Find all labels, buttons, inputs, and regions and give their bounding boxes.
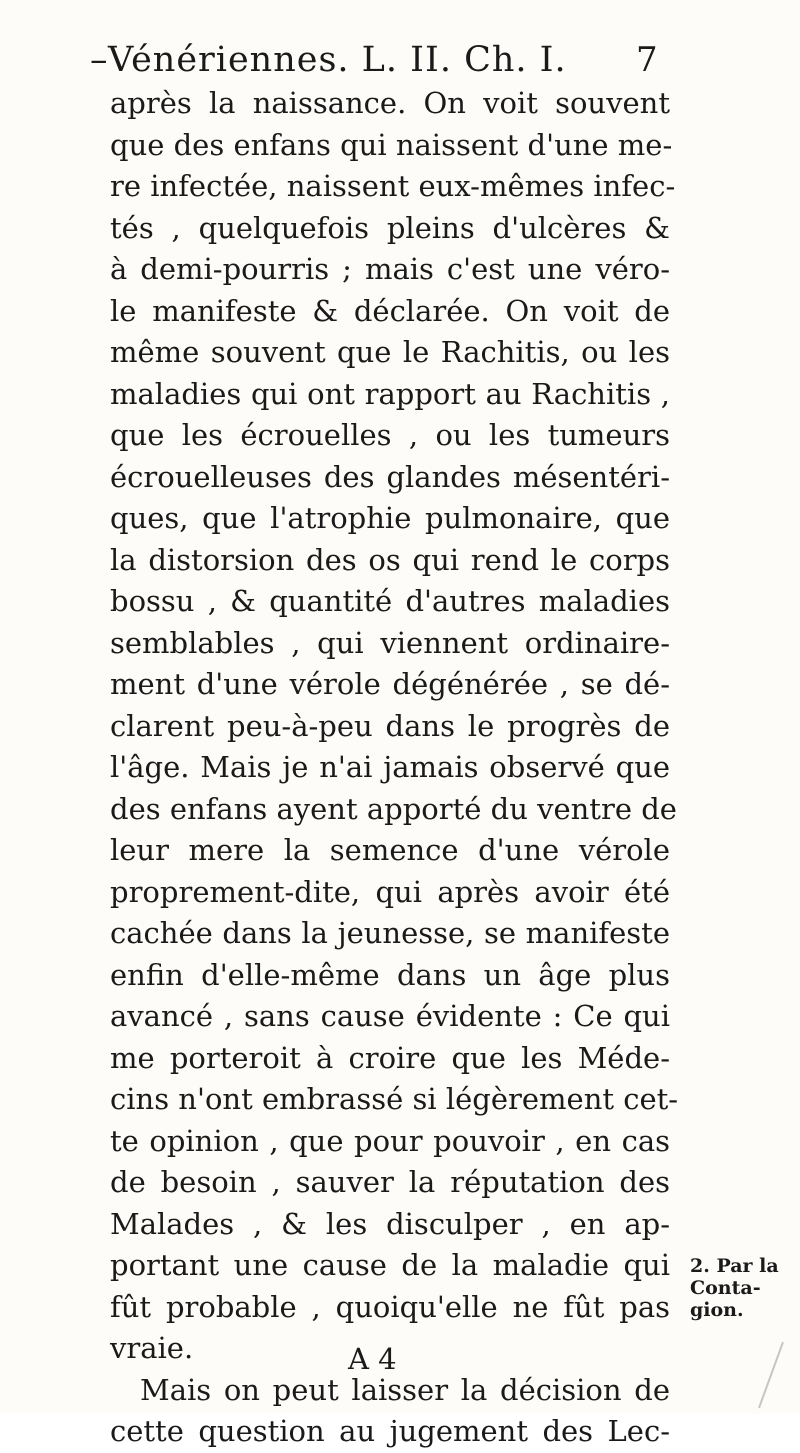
text-line: re infectée, naissent eux-mêmes infec- <box>110 169 676 203</box>
text-line: la distorsion des os qui rend le corps <box>110 542 670 577</box>
text-line: ment d'une vérole dégénérée , se dé- <box>110 667 670 701</box>
text-line: vraie. <box>110 1331 194 1365</box>
margin-note-line: gion. <box>690 1299 744 1321</box>
text-line: de besoin , sauver la réputation des <box>110 1165 670 1199</box>
text-line: le manifeste & déclarée. On voit de <box>110 293 670 328</box>
text-line: leur mere la semence d'une vérole <box>110 833 670 867</box>
running-title: Vénériennes. L. II. Ch. I. <box>108 40 567 80</box>
text-line: bossu , & quantité d'autres maladies <box>110 584 670 618</box>
text-line: avancé , sans cause évidente : Ce qui <box>110 999 670 1033</box>
text-line: après la naissance. On voit souvent <box>110 86 670 120</box>
text-line: proprement-dite, qui après avoir été <box>110 874 670 909</box>
text-line: tés , quelquefois pleins d'ulcères & <box>110 210 670 245</box>
signature-mark: A 4 <box>348 1342 397 1376</box>
margin-note-line: 2. Par la <box>690 1255 779 1277</box>
text-line: cachée dans la jeunesse, se manifeste <box>110 916 670 950</box>
text-line: me porteroit à croire que les Méde- <box>110 1040 670 1075</box>
text-line: enfin d'elle-même dans un âge plus <box>110 957 670 992</box>
text-line: que des enfans qui naissent d'une me- <box>110 127 673 162</box>
text-line: clarent peu-à-peu dans le progrès de <box>110 708 670 743</box>
running-header <box>90 40 668 80</box>
text-line: que les écrouelles , ou les tumeurs <box>110 418 670 452</box>
header-dash: – <box>90 40 109 80</box>
text-line: semblables , qui viennent ordinaire- <box>110 625 670 660</box>
text-line: cette question au jugement des Lec- <box>110 1414 670 1448</box>
paper-mark <box>758 1342 784 1408</box>
text-line: écrouelleuses des glandes mésentéri- <box>110 459 670 494</box>
text-line: ques, que l'atrophie pulmonaire, que <box>110 501 670 535</box>
text-line: Mais on peut laisser la décision de <box>140 1372 670 1407</box>
text-line: portant une cause de la maladie qui <box>110 1248 670 1282</box>
text-line: maladies qui ont rapport au Rachitis , <box>110 376 670 411</box>
margin-note <box>690 1255 800 1321</box>
text-line: à demi-pourris ; mais c'est une véro- <box>110 252 670 286</box>
text-line: Malades , & les disculper , en ap- <box>110 1206 670 1241</box>
text-line: cins n'ont embrassé si légèrement cet- <box>110 1082 679 1116</box>
text-line: même souvent que le Rachitis, ou les <box>110 335 670 369</box>
body-text <box>110 83 679 1453</box>
page-number: 7 <box>636 40 659 80</box>
text-line: l'âge. Mais je n'ai jamais observé que <box>110 750 670 784</box>
margin-note-line: Conta- <box>690 1277 761 1299</box>
text-line: te opinion , que pour pouvoir , en cas <box>110 1123 670 1158</box>
text-line: des enfans ayent apporté du ventre de <box>110 791 677 826</box>
text-line: fût probable , quoiqu'elle ne fût pas <box>110 1289 670 1324</box>
